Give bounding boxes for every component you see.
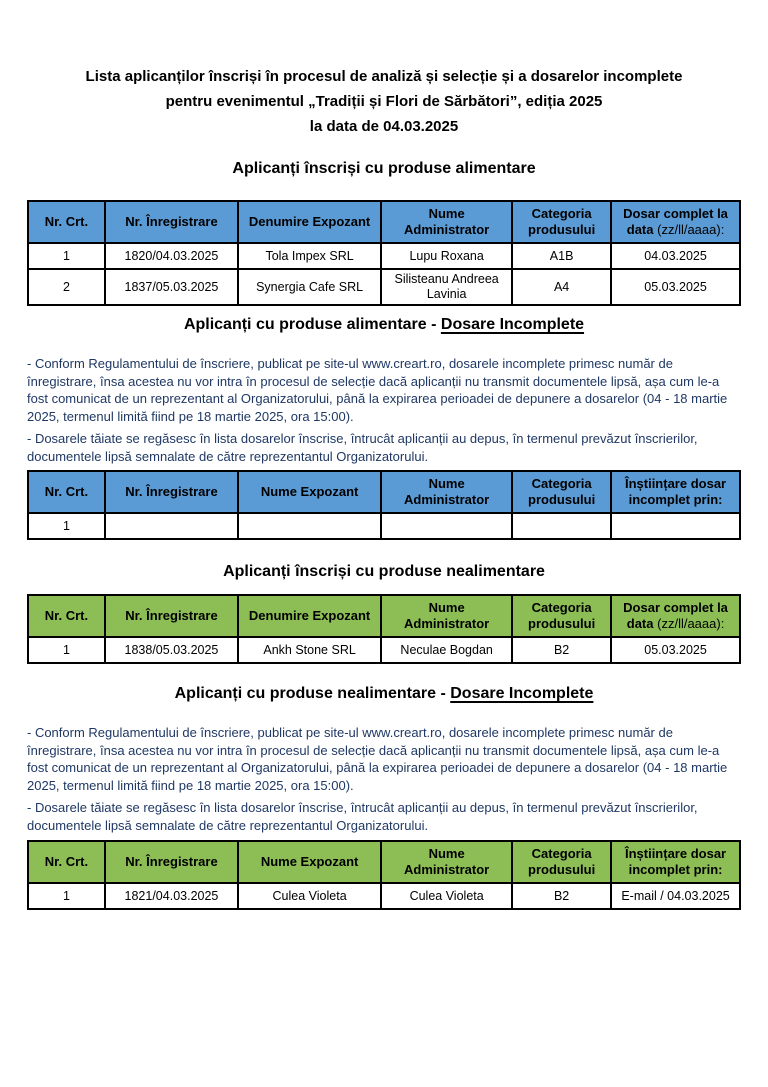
- column-header: [611, 201, 740, 243]
- column-header: Nume Administrator: [381, 595, 512, 637]
- column-header: Nr. Crt.: [28, 201, 105, 243]
- column-header-label: Dosar complet la data: [623, 206, 728, 237]
- table-cell: [512, 513, 611, 539]
- table-cell: B2: [512, 883, 611, 909]
- column-header: Nr. Înregistrare: [105, 595, 238, 637]
- table-cell: 1: [28, 883, 105, 909]
- table-cell: Ankh Stone SRL: [238, 637, 381, 663]
- column-header: Înștiințare dosar incomplet prin:: [611, 841, 740, 883]
- column-header: Nume Administrator: [381, 201, 512, 243]
- table-food-incomplete: [27, 470, 741, 540]
- column-header: Nr. Crt.: [28, 471, 105, 513]
- column-header: Nr. Crt.: [28, 595, 105, 637]
- table-cell: B2: [512, 637, 611, 663]
- notes-nonfood: [27, 724, 741, 834]
- table-cell: Culea Violeta: [381, 883, 512, 909]
- table-cell: Culea Violeta: [238, 883, 381, 909]
- table-row: [28, 883, 740, 909]
- heading-underlined-suffix: Dosare Incomplete: [450, 685, 594, 702]
- table-cell: A4: [512, 269, 611, 305]
- table-cell: 1821/04.03.2025: [105, 883, 238, 909]
- table-nonfood-registered: [27, 594, 741, 664]
- table-cell: Silisteanu Andreea Lavinia: [381, 269, 512, 305]
- section-heading-nonfood-incomplete: [27, 684, 741, 703]
- table-cell: [105, 513, 238, 539]
- heading-prefix: Aplicanți cu produse nealimentare -: [174, 685, 451, 702]
- column-header: Denumire Expozant: [238, 595, 381, 637]
- table-row: [28, 243, 740, 269]
- notes-food: [27, 355, 741, 465]
- table-cell: [381, 513, 512, 539]
- column-header: Categoria produsului: [512, 201, 611, 243]
- column-header-format-note: (zz/ll/aaaa):: [657, 222, 725, 237]
- table-cell: 1: [28, 513, 105, 539]
- column-header: Categoria produsului: [512, 841, 611, 883]
- table-row: [28, 269, 740, 305]
- table-cell: 1: [28, 243, 105, 269]
- note-paragraph: - Conform Regulamentului de înscriere, publicat pe site-ul www.creart.ro, dosarele incomplete primesc număr de înregistrare, însa acestea nu vor intra în procesul de selecție dacă aplicanții nu transmit documentele lipsă, așa cum le-a fost comunicat de un reprezentant al Organizatorului, până la expirarea perioadei de depunere a dosarelor (04 - 18 martie 2025, termenul limită fiind pe 18 martie 2025, ora 15:00).: [27, 725, 728, 793]
- table-cell: 05.03.2025: [611, 269, 740, 305]
- table-cell: A1B: [512, 243, 611, 269]
- table-row: [28, 513, 740, 539]
- note-paragraph: - Dosarele tăiate se regăsesc în lista dosarelor înscrise, întrucât aplicanții au depus, în termenul prevăzut înscrierilor, documentele lipsă semnalate de către reprezentantul Organizatorului.: [27, 431, 698, 464]
- table-cell: 1838/05.03.2025: [105, 637, 238, 663]
- table-cell: E-mail / 04.03.2025: [611, 883, 740, 909]
- table-cell: Lupu Roxana: [381, 243, 512, 269]
- heading-underlined-suffix: Dosare Incomplete: [440, 316, 585, 333]
- column-header: Nr. Înregistrare: [105, 201, 238, 243]
- table-cell: Tola Impex SRL: [238, 243, 381, 269]
- column-header: Nume Administrator: [381, 471, 512, 513]
- table-cell: Neculae Bogdan: [381, 637, 512, 663]
- column-header-label: Dosar complet la data: [623, 600, 728, 631]
- column-header: Nume Expozant: [238, 841, 381, 883]
- column-header-format-note: (zz/ll/aaaa):: [657, 616, 725, 631]
- column-header: [611, 595, 740, 637]
- table-cell: 04.03.2025: [611, 243, 740, 269]
- table-cell: [611, 513, 740, 539]
- table-header-row: [28, 595, 740, 637]
- table-header-row: [28, 841, 740, 883]
- heading-prefix: Aplicanți cu produse alimentare -: [183, 316, 441, 333]
- column-header: Nr. Crt.: [28, 841, 105, 883]
- column-header: Nume Expozant: [238, 471, 381, 513]
- column-header: Înștiințare dosar incomplet prin:: [611, 471, 740, 513]
- table-cell: Synergia Cafe SRL: [238, 269, 381, 305]
- page-title-line: pentru evenimentul „Tradiții și Flori de Sărbători”, ediția 2025: [165, 93, 603, 110]
- column-header: Categoria produsului: [512, 471, 611, 513]
- page-title: [27, 64, 741, 139]
- section-heading-nonfood: Aplicanți înscriși cu produse nealimentare: [223, 563, 545, 580]
- table-row: [28, 637, 740, 663]
- column-header: Denumire Expozant: [238, 201, 381, 243]
- table-cell: 2: [28, 269, 105, 305]
- note-paragraph: - Dosarele tăiate se regăsesc în lista dosarelor înscrise, întrucât aplicanții au depus, în termenul prevăzut înscrierilor, documentele lipsă semnalate de către reprezentantul Organizatorului.: [27, 800, 698, 833]
- section-heading-food: Aplicanți înscriși cu produse alimentare: [232, 160, 536, 177]
- note-paragraph: - Conform Regulamentului de înscriere, publicat pe site-ul www.creart.ro, dosarele incomplete primesc număr de înregistrare, însa acestea nu vor intra în procesul de selecție dacă aplicanții nu transmit documentele lipsă, așa cum le-a fost comunicat de un reprezentant al Organizatorului, până la expirarea perioadei de depunere a dosarelor (04 - 18 martie 2025, termenul limită fiind pe 18 martie 2025, ora 15:00).: [27, 356, 728, 424]
- table-header-row: [28, 201, 740, 243]
- section-heading-food-incomplete: [27, 315, 741, 334]
- table-food-registered: [27, 200, 741, 306]
- page-title-line: la data de 04.03.2025: [309, 118, 459, 135]
- column-header: Nume Administrator: [381, 841, 512, 883]
- table-nonfood-incomplete: [27, 840, 741, 910]
- table-cell: 1: [28, 637, 105, 663]
- column-header: Categoria produsului: [512, 595, 611, 637]
- page-title-line: Lista aplicanților înscriși în procesul de analiză și selecție și a dosarelor incomplete: [85, 68, 683, 85]
- table-cell: [238, 513, 381, 539]
- column-header: Nr. Înregistrare: [105, 841, 238, 883]
- table-header-row: [28, 471, 740, 513]
- column-header: Nr. Înregistrare: [105, 471, 238, 513]
- table-cell: 1837/05.03.2025: [105, 269, 238, 305]
- table-cell: 1820/04.03.2025: [105, 243, 238, 269]
- table-cell: 05.03.2025: [611, 637, 740, 663]
